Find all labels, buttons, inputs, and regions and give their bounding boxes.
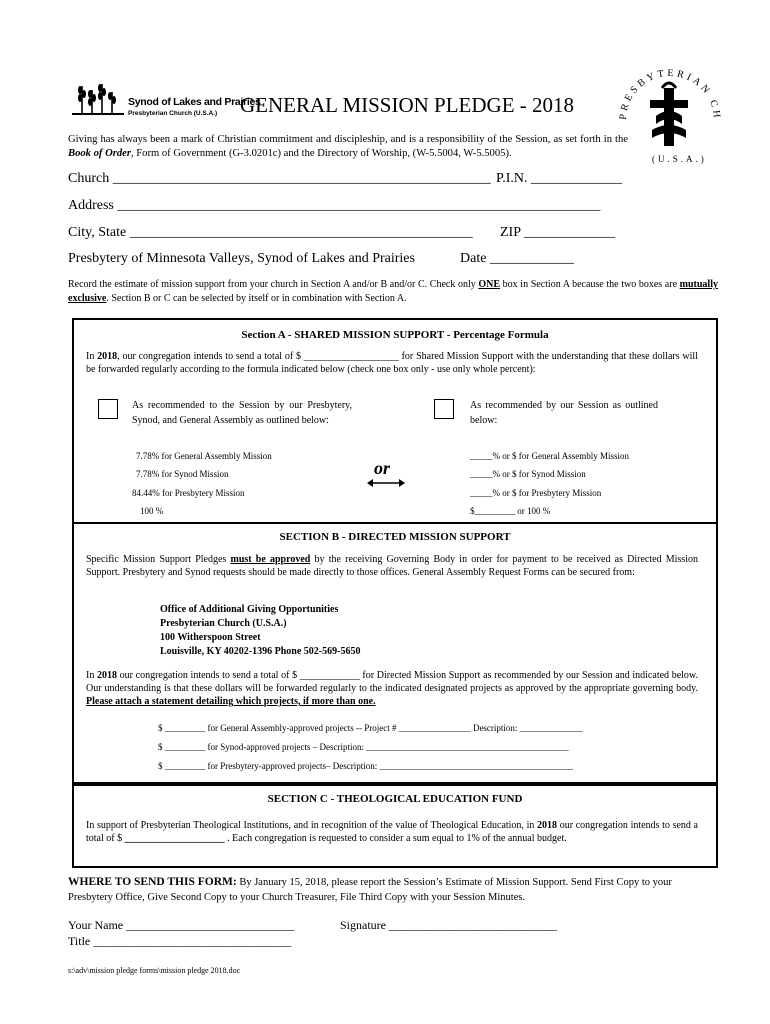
page-title: GENERAL MISSION PLEDGE - 2018 (240, 93, 575, 117)
where-label: WHERE TO SEND THIS FORM: (68, 876, 237, 888)
section-c-text-b: our congregation intends to send a total of $ (86, 820, 698, 844)
section-a-heading: Section A - SHARED MISSION SUPPORT - Percentage Formula (241, 329, 549, 341)
section-b-paragraph-1 (86, 553, 698, 579)
record-text-2: box in Section A because the two boxes are (500, 279, 680, 290)
section-c-amount[interactable]: ____________________ (124, 833, 225, 844)
title-field[interactable]: Title _________________________________ (68, 934, 292, 948)
where-text: By January 15, 2018, please report the Session’s Estimate of Mission Support. Send First Copy to your Presbytery Office, Give Second Copy to your Church Treasurer, File Third Copy with your Session Minutes. (68, 877, 672, 903)
section-b-p1-a: Specific Mission Support Pledges (86, 554, 231, 565)
address-line-4: Louisville, KY 40202-1396 Phone 502-569-5650 (160, 646, 361, 657)
option1-label: As recommended to the Session by our Presbytery, Synod, and General Assembly as outlined below: (132, 400, 352, 426)
record-one: ONE (478, 279, 501, 290)
double-arrow-icon (366, 477, 406, 489)
zip-field[interactable]: ZIP _____________ (500, 225, 615, 240)
option2-label: As recommended by our Session as outlined below: (470, 400, 658, 426)
record-exclusive: mutually exclusive (68, 279, 718, 304)
section-a (72, 318, 718, 524)
section-b-p2-a: our congregation intends to send a total of $ ____________ for Directed Mission Support as recommended by our Session and indicated below. Our understanding is that these dollars will be forwarded regularly to the indicated designated projects as approved by the appropriate governing body. (86, 670, 698, 694)
section-c-text-c: . Each congregation is requested to consider a sum equal to 1% of the annual budget. (224, 833, 567, 844)
address-field[interactable]: Address _____________________________________________________________________ (68, 198, 601, 213)
section-b-year: 2018 (97, 670, 117, 681)
section-c-year: 2018 (537, 820, 558, 831)
address-line-2: Presbyterian Church (U.S.A.) (160, 618, 287, 629)
address-line-1: Office of Additional Giving Opportunities (160, 604, 339, 615)
checkbox-session-formula[interactable] (434, 399, 454, 419)
synod-logo (70, 80, 261, 124)
section-c-text-a: In support of Presbyterian Theological Institutions, and in recognition of the value of Theological Education, in (86, 820, 538, 831)
section-a-year: 2018 (97, 351, 118, 362)
section-c (72, 784, 718, 868)
section-b-heading: SECTION B - DIRECTED MISSION SUPPORT (279, 531, 511, 543)
book-of-order: Book of Order (68, 148, 131, 159)
intro-text-1: Giving has always been a mark of Christian commitment and discipleship, and is a responsibility of the Session, as set forth in the (68, 134, 628, 145)
pcusa-seal (612, 58, 728, 168)
presbytery-projects-line[interactable]: $ _________ for Presbytery-approved projects– Description: ___________________________________________ (158, 761, 573, 771)
section-b-paragraph-2 (86, 669, 698, 708)
seal-text-bottom: (U.S.A.) (652, 154, 707, 164)
section-c-heading: SECTION C - THEOLOGICAL EDUCATION FUND (267, 793, 523, 805)
section-a-in: In (86, 351, 98, 362)
section-a-text: , our congregation intends to send a total of $ ___________________ for Shared Mission Support with the understanding that these dollars will be forwarded regularly according to the formula indicated below (check one box only - use only whole percent): (86, 351, 698, 375)
left-line-ga: 7.78% for General Assembly Mission (136, 451, 272, 461)
cross-icon (650, 83, 688, 146)
date-field[interactable]: Date ____________ (460, 251, 574, 266)
church-field[interactable]: Church ______________________________________________________ (68, 171, 491, 186)
left-line-total: 100 % (140, 506, 164, 516)
must-be-approved: must be approved (230, 554, 311, 565)
intro-paragraph (68, 133, 628, 161)
section-c-paragraph (86, 819, 698, 845)
wheat-icon (70, 82, 126, 116)
left-line-presbytery: 84.44% for Presbytery Mission (132, 488, 245, 498)
presbytery-label: Presbytery of Minnesota Valleys, Synod of Lakes and Prairies (68, 251, 415, 266)
ga-projects-line[interactable]: $ _________ for General Assembly-approved projects -- Project # ________________ Description: ______________ (158, 723, 583, 733)
attach-statement: Please attach a statement detailing which projects, if more than one. (86, 696, 376, 707)
city-state-field[interactable]: City, State _________________________________________________ (68, 225, 473, 240)
record-instructions (68, 278, 718, 306)
left-line-synod: 7.78% for Synod Mission (136, 469, 229, 479)
oago-address (160, 603, 360, 659)
synod-projects-line[interactable]: $ _________ for Synod-approved projects – Description: _____________________________________________ (158, 742, 569, 752)
section-b (72, 522, 718, 784)
section-b-p1-b: by the receiving Governing Body in order for payment to be received as Directed Mission Support. Presbytery and Synod requests should be made directly to those offices. General Assembly Request Forms can be secured from: (86, 554, 698, 578)
right-line-presbytery[interactable]: _____% or $ for Presbytery Mission (470, 488, 602, 498)
right-line-ga[interactable]: _____% or $ for General Assembly Mission (470, 451, 629, 461)
record-text-1: Record the estimate of mission support from your church in Section A and/or B and/or C. Check only (68, 279, 479, 290)
file-path: s:\adv\mission pledge forms\mission pledge 2018.doc (68, 966, 241, 975)
section-b-p2-in: In (86, 670, 97, 681)
intro-text-2: , Form of Government (G-3.0201c) and the Directory of Worship, (W-5.5004, W-5.5005). (130, 148, 512, 159)
or-label: or (374, 458, 391, 478)
section-a-intro (86, 350, 698, 376)
where-to-send (68, 875, 718, 905)
seal-text-top: PRESBYTERIAN CH (617, 67, 723, 122)
record-text-3: . Section B or C can be selected by itself or in combination with Section A. (106, 293, 407, 304)
right-line-synod[interactable]: _____% or $ for Synod Mission (470, 469, 586, 479)
logo-line2: Presbyterian Church (U.S.A.) (128, 110, 218, 117)
right-line-total[interactable]: $_________ or 100 % (470, 506, 551, 516)
your-name-field[interactable]: Your Name ____________________________ (68, 918, 295, 932)
address-line-3: 100 Witherspoon Street (160, 632, 261, 643)
logo-line1: Synod of Lakes and Prairies (128, 96, 261, 108)
pin-field[interactable]: P.I.N. _____________ (496, 171, 623, 186)
signature-field[interactable]: Signature ____________________________ (340, 918, 557, 932)
checkbox-recommended-formula[interactable] (98, 399, 118, 419)
